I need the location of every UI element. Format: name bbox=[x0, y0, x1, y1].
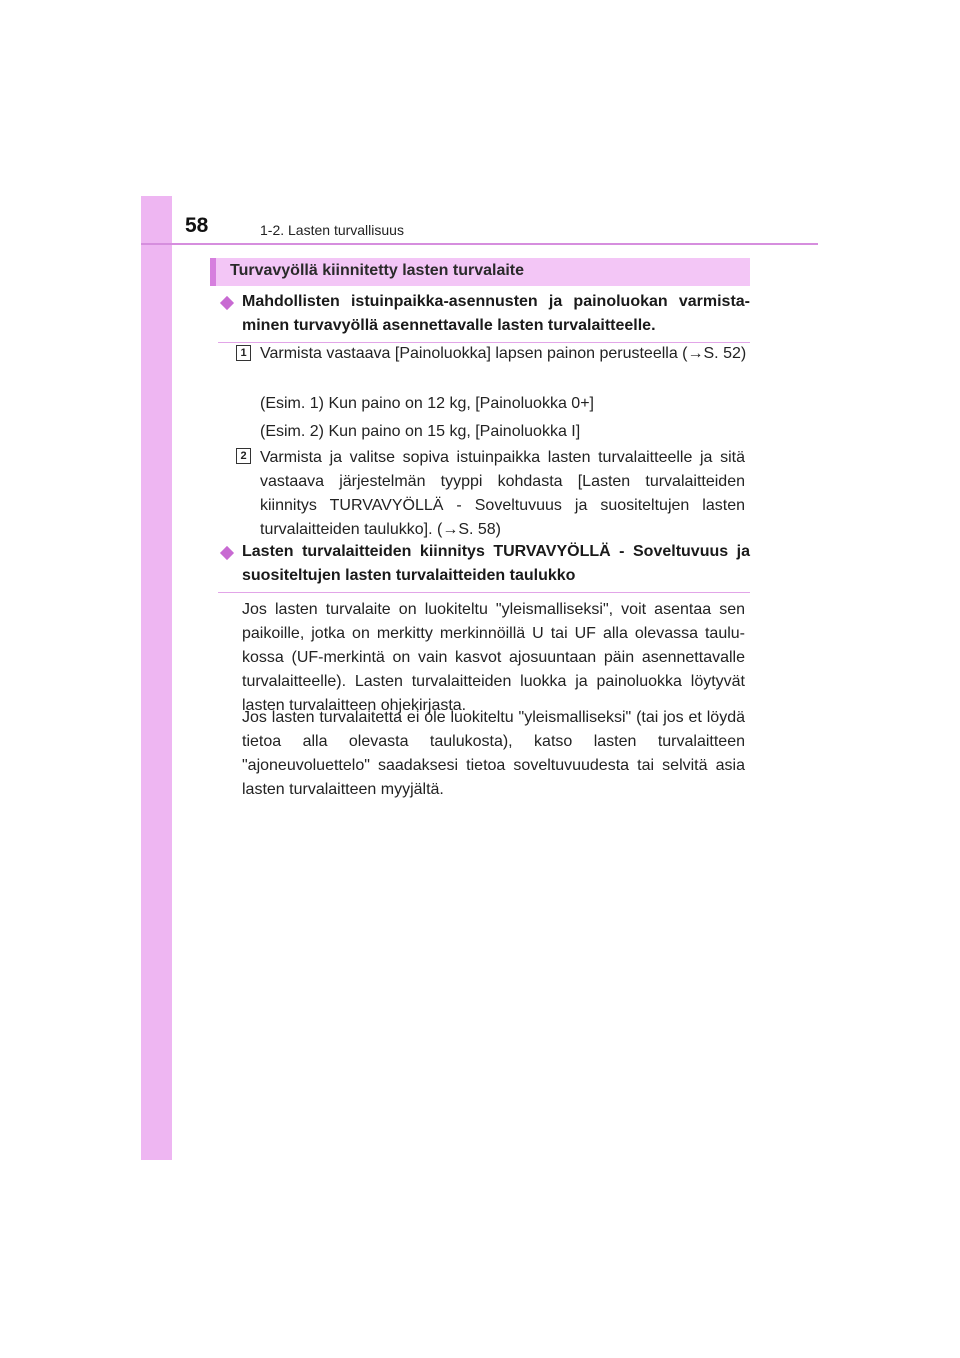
step-1-example-2: (Esim. 2) Kun paino on 15 kg, [Painoluokka I] bbox=[260, 423, 581, 440]
body-paragraph-non-universal: Jos lasten turvalaitetta ei ole luokiteltu "yleismalliseksi" (tai jos et löydä tietoa alla olevasta taulukosta), katso lasten turvalaitteen "ajoneuvoluettelo" saadaksesi tietoa soveltuvuudesta tai selvitä asia lasten turvalaitteen myyjältä. bbox=[242, 709, 745, 798]
header-divider bbox=[141, 243, 818, 245]
page-number: 58 bbox=[185, 214, 209, 237]
subheading-seat-positions bbox=[218, 290, 750, 343]
section-name: 1-2. Lasten turvallisuus bbox=[260, 222, 404, 238]
body-paragraph-universal: Jos lasten turvalaite on luokiteltu "yleismalliseksi", voit asentaa sen paikoille, jotka on merkitty merkinnöillä U tai UF alla olevassa taulu-kossa (UF-merkintä on vain kasvot ajosuuntaan päin asennettavalle turvalaitteelle). Lasten turvalaitteiden luokka ja painoluokka löytyvät lasten turvalaitteen ohjekirjasta. bbox=[242, 601, 745, 714]
section-title: Turvavyöllä kiinnitetty lasten turvalaite bbox=[230, 262, 525, 279]
subheading-text: Mahdollisten istuinpaikka-asennusten ja painoluokan varmista-minen turvavyöllä asennettavalle lasten turvalaitteelle. bbox=[242, 293, 750, 334]
diamond-bullet-icon bbox=[220, 546, 234, 560]
page-sidebar bbox=[141, 196, 172, 1160]
step-2-text: Varmista ja valitse sopiva istuinpaikka lasten turvalaitteelle ja sitä vastaava järjestelmän tyyppi kohdasta [Lasten turvalaitteiden kiinnitys TURVAVYÖLLÄ - Soveltuvuus ja suositeltujen lasten turvalaitteiden taulukko]. (→S. 58) bbox=[260, 449, 745, 538]
subheading-suitability-table bbox=[218, 540, 750, 593]
step-1-example-1: (Esim. 1) Kun paino on 12 kg, [Painoluokka 0+] bbox=[260, 395, 594, 412]
step-number-2: 2 bbox=[236, 448, 251, 464]
diamond-bullet-icon bbox=[220, 296, 234, 310]
section-title-bar bbox=[210, 258, 750, 286]
subheading-text: Lasten turvalaitteiden kiinnitys TURVAVYÖLLÄ - Soveltuvuus ja suositeltujen lasten turvalaitteiden taulukko bbox=[242, 543, 750, 584]
step-number-1: 1 bbox=[236, 345, 251, 361]
step-1-text: Varmista vastaava [Painoluokka] lapsen painon perusteella (→S. 52) bbox=[260, 345, 747, 362]
